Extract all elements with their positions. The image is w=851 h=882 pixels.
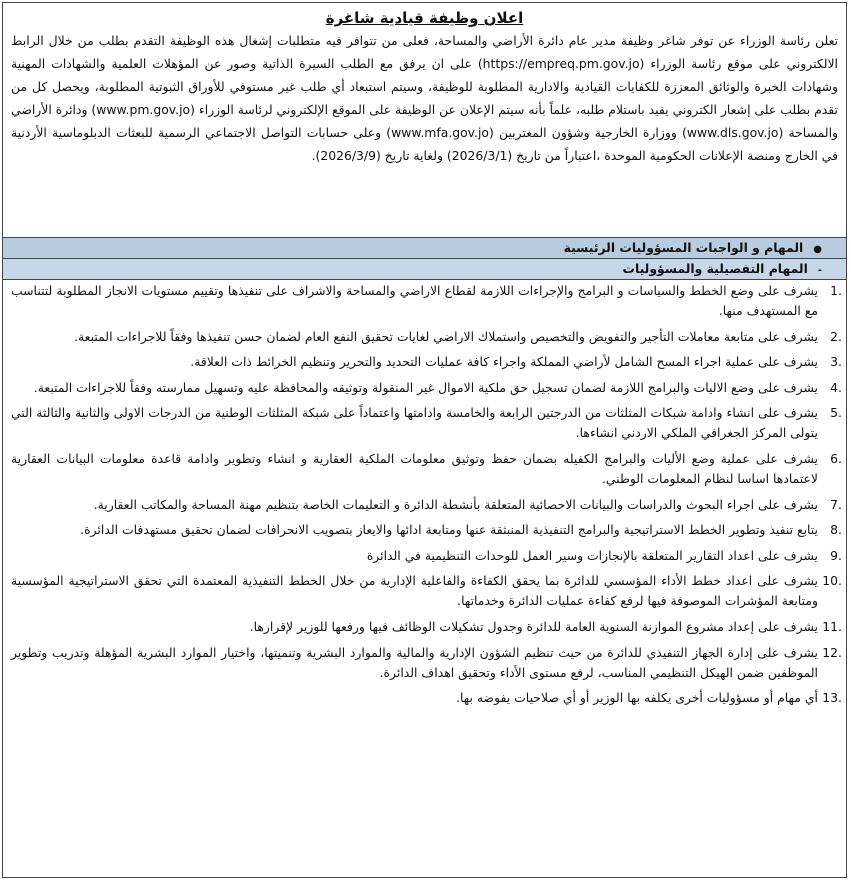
- item-number: 2.: [830, 328, 842, 344]
- item-number: 4.: [830, 379, 842, 395]
- item-text: يشرف على وضع الخطط والسياسات و البرامج والإجراءات اللازمة لقطاع الاراضي والمساحة والاشراف على تنفيذها وتقييم مستويات الانجاز المطلوبة لتتناسب مع المستهدف منها.: [11, 283, 818, 318]
- list-item: [11, 378, 842, 398]
- item-number: 11.: [822, 618, 842, 634]
- list-item: [11, 546, 842, 566]
- item-text: يشرف على إدارة الجهاز التنفيذي للدائرة من حيث تنظيم الشؤون الإدارية والمالية والموارد البشرية وتنميتها، واختيار الموارد البشرية المؤهلة وتدريب وتطوير الموظفين ضمن الهيكل التنظيمي المناسب، لرفع مستوى الأداء وتحقيق اهداف الدائرة.: [11, 644, 818, 680]
- list-item: [11, 449, 842, 489]
- list-item: [11, 571, 842, 611]
- list-item: [11, 688, 842, 708]
- item-number: 8.: [830, 522, 842, 538]
- item-text: يشرف على انشاء وادامة شبكات المثلثات من الدرجتين الرابعة والخامسة وادامتها واعتماداً على شبكة المثلثات الوطنية من الدرجات الاولى والثانية والثالثة التي يتولى المركز الجغرافي الملكي الاردني انشاءها.: [11, 405, 818, 441]
- list-item: [11, 327, 842, 347]
- announcement-intro: تعلن رئاسة الوزراء عن توفر شاغر وظيفة مدير عام دائرة الأراضي والمساحة، فعلى من تتوافر فيه متطلبات إشغال هذه الوظيفة التقدم بطلب من خلال الرابط الالكتروني على موقع رئاسة الوزراء (https://empreq.pm.gov.jo) على ان يرفق مع الطلب السيرة الذاتية وصور عن المؤهلات العلمية والشهادات المهنية وشهادات الخبرة والوثائق المعززة للكفايات القيادية والادارية المطلوبة للوظيفة، وسيتم استبعاد أي طلب غير مستوفي للأوراق الثبوتية المطلوبة، ويحصل كل من تقدم بطلب على إشعار الكتروني يفيد باستلام طلبه، علماً بأنه سيتم الإعلان عن الوظيفة على الموقع الإلكتروني لرئاسة الوزراء (www.pm.gov.jo) ودائرة الأراضي والمساحة (www.dls.gov.jo) ووزارة الخارجية وشؤون المغتربين (www.mfa.gov.jo) وعلى حسابات التواصل الاجتماعي الرسمية للبعثات الدبلوماسية الأردنية في الخارج ومنصة الإعلانات الحكومية الموحدة ،اعتباراً من تاريخ (2026/3/1) ولغاية تاريخ (2026/3/9).: [11, 33, 838, 163]
- list-item: [11, 352, 842, 372]
- item-number: 7.: [830, 496, 842, 512]
- item-number: 10.: [822, 573, 842, 589]
- item-number: 9.: [830, 547, 842, 563]
- section-detailed-duties-label: المهام التفصيلية والمسؤوليات: [622, 261, 808, 276]
- dash-icon: -: [817, 265, 822, 276]
- item-text: يشرف على اجراء البحوث والدراسات والبيانات الاحصائية المتعلقة بأنشطة الدائرة و التعليمات الخاصة بتنظيم مهنة المساحة والمكاتب العقارية.: [93, 496, 818, 512]
- item-text: يشرف على عملية اجراء المسح الشامل لأراضي المملكة واجراء كافة عمليات التحديد والتحرير وتنظيم الخرائط ذات العلاقة.: [190, 354, 818, 370]
- item-text: يشرف على اعداد خطط الأداء المؤسسي للدائرة بما يحقق الكفاءة والفاعلية الإدارية من خلال الخطط التنفيذية المعتمدة التي تحقق الاستراتيجية المؤسسية ومتابعة المؤشرات الموصوفة فيها لرفع كفاءة عمليات الدائرة وخدماتها.: [11, 573, 818, 609]
- item-number: 5.: [830, 405, 842, 421]
- item-number: 3.: [830, 354, 842, 370]
- list-item: [11, 617, 842, 637]
- section-main-duties: [3, 237, 846, 258]
- item-text: يشرف على وضع الاليات والبرامج اللازمة لضمان تسجيل حق ملكية الاموال غير المنقولة وتوثيقه والمحافظة عليه وتسهيل ممارسته وفقاً للاجراءات المتبعة.: [33, 379, 818, 395]
- list-item: [11, 281, 842, 321]
- announcement-title: اعلان وظيفة قيادية شاغرة: [325, 9, 524, 27]
- item-number: 1.: [830, 283, 842, 298]
- item-text: يشرف على متابعة معاملات التأجير والتفويض والتخصيص واستملاك الاراضي لغايات تحقيق النفع العام لضمان حسن تنفيذها وفقاً للاجراءات المتبعة.: [74, 328, 818, 344]
- item-text: أي مهام أو مسؤوليات أخرى يكلفه بها الوزير أو أي صلاحيات يفوضه بها.: [456, 690, 818, 706]
- section-detailed-duties: [3, 258, 846, 279]
- list-item: [11, 520, 842, 540]
- duties-list: [3, 279, 846, 708]
- list-item: [11, 643, 842, 683]
- list-item: [11, 403, 842, 443]
- section-main-duties-label: المهام و الواجبات المسؤوليات الرئيسية: [563, 240, 804, 255]
- list-item: [11, 495, 842, 515]
- item-number: 12.: [822, 644, 842, 660]
- job-announcement-page: [2, 2, 847, 878]
- bullet-icon: ●: [813, 244, 822, 255]
- item-text: يشرف على إعداد مشروع الموازنة السنوية العامة للدائرة وجدول تشكيلات الوظائف فيها ورفعها للوزير لإقرارها.: [249, 618, 818, 634]
- item-text: يتابع تنفيذ وتطوير الخطط الاستراتيجية والبرامج التنفيذية المنبثقة عنها ومتابعة ادائها والايعاز بتصويب الانحرافات لضمان تحقيق مستهدفات الدائرة.: [80, 522, 818, 538]
- item-text: يشرف على عملية وضع الأليات والبرامج الكفيله بضمان حفظ وتوثيق معلومات الملكية العقارية و انشاء وتطوير وادامة قاعدة معلومات البيانات العقارية لاعتمادها اساسا لنظام المعلومات الوطني.: [11, 450, 818, 486]
- item-number: 13.: [822, 690, 842, 706]
- item-text: يشرف على اعداد التقارير المتعلقة بالإنجازات وسير العمل للوحدات التنظيمية في الدائرة: [366, 547, 818, 563]
- item-number: 6.: [830, 450, 842, 466]
